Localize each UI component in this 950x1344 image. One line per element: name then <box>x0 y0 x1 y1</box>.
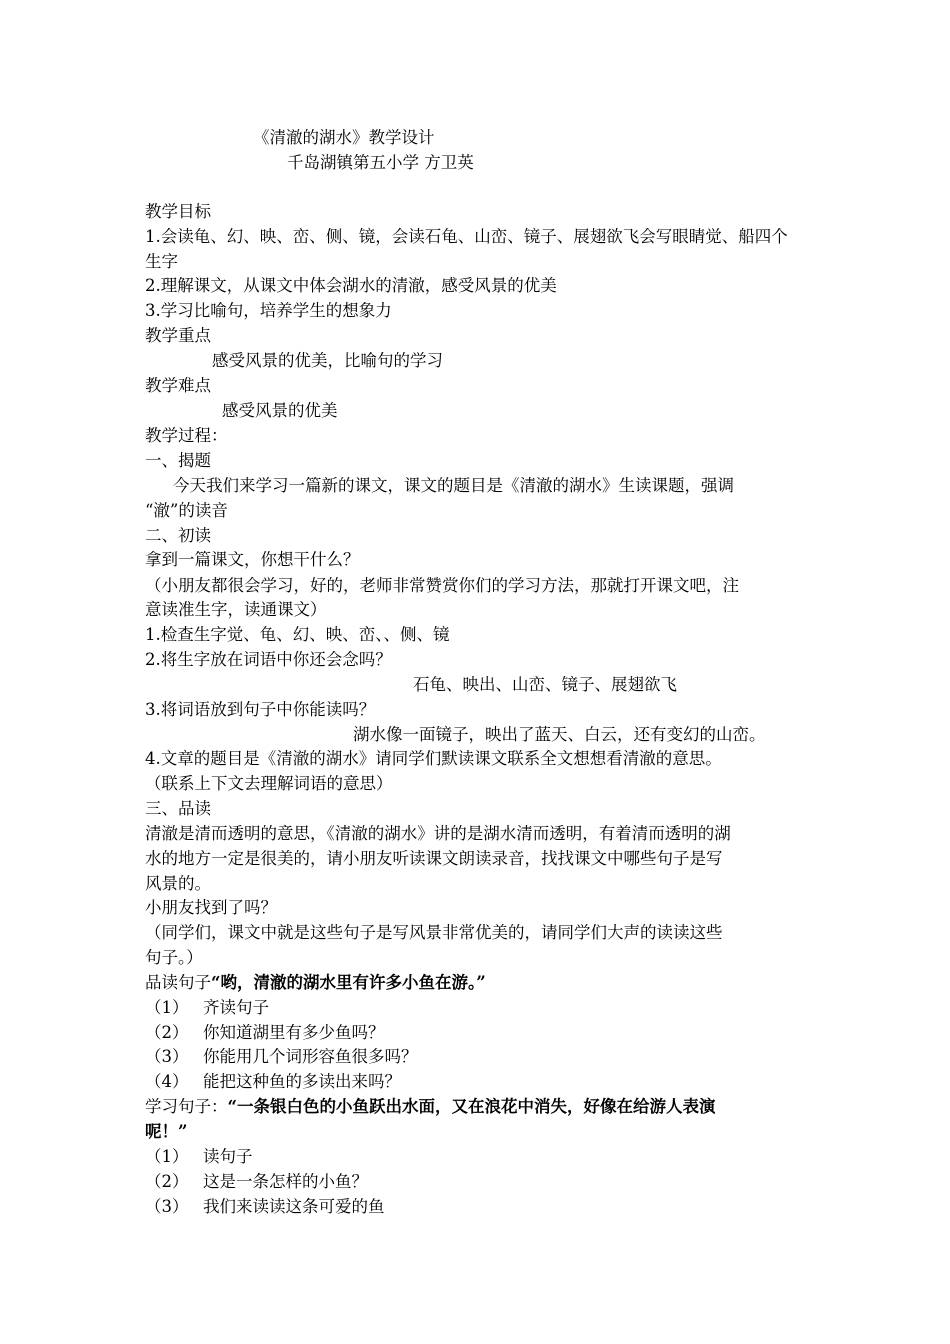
reading-2-label: 学习句子： <box>145 1097 228 1116</box>
list-item-text: 你能用几个词形容鱼很多吗？ <box>203 1047 418 1066</box>
list-item-number: （1） <box>145 1147 189 1166</box>
list-item-text: 齐读句子 <box>203 998 269 1017</box>
section-2-para-line-2: 意读准生字，读通课文） <box>145 600 327 619</box>
list-item-number: （3） <box>145 1197 189 1216</box>
list-item-number: （2） <box>145 1172 189 1191</box>
list-item-number: （2） <box>145 1023 189 1042</box>
section-2-para-line-1: （小朋友都很会学习，好的，老师非常赞赏你们的学习方法，那就打开课文吧，注 <box>145 576 739 595</box>
difficulty-heading: 教学难点 <box>145 376 211 395</box>
reading-2-sentence: “一条银白色的小鱼跃出水面，又在浪花中消失，好像在给游人表演 <box>227 1097 716 1116</box>
list-item-text: 你知道湖里有多少鱼吗？ <box>203 1023 385 1042</box>
section-2-item-3: 3.将词语放到句子中你能读吗？ <box>145 700 376 719</box>
section-1-line-1: 今天我们来学习一篇新的课文，课文的题目是《清澈的湖水》生读课题，强调 <box>173 476 734 495</box>
list-item <box>145 1045 813 1069</box>
section-2-words: 石龟、映出、山峦、镜子、展翅欲飞 <box>413 675 677 694</box>
focus-heading: 教学重点 <box>145 326 211 345</box>
section-2-heading: 二、初读 <box>145 526 211 545</box>
doc-title: 《清澈的湖水》教学设计 <box>253 128 435 147</box>
section-2-question: 拿到一篇课文，你想干什么？ <box>145 550 360 569</box>
list-item <box>145 1070 813 1094</box>
list-item-text: 我们来读读这条可爱的鱼 <box>203 1197 385 1216</box>
section-3-note-line-1: （同学们，课文中就是这些句子是写风景非常优美的，请同学们大声的读读这些 <box>145 923 723 942</box>
section-3-note-line-2: 句子。） <box>145 948 203 967</box>
section-2-sentence: 湖水像一面镜子，映出了蓝天、白云，还有变幻的山峦。 <box>353 725 766 744</box>
section-3-para-line-2: 水的地方一定是很美的，请小朋友听读课文朗读录音，找找课文中哪些句子是写 <box>145 849 723 868</box>
reading-1-label: 品读句子 <box>145 973 211 992</box>
section-3-heading: 三、品读 <box>145 799 211 818</box>
list-item <box>145 1170 813 1194</box>
section-1-heading: 一、揭题 <box>145 451 211 470</box>
list-item-text: 读句子 <box>203 1147 253 1166</box>
reading-2-line <box>145 1095 813 1119</box>
focus-text: 感受风景的优美，比喻句的学习 <box>212 351 443 370</box>
goals-heading: 教学目标 <box>145 202 211 221</box>
reading-1-line <box>145 971 813 995</box>
list-item-number: （4） <box>145 1072 189 1091</box>
goal-2: 2.理解课文，从课文中体会湖水的清澈，感受风景的优美 <box>145 276 557 295</box>
reading-2-sentence-end: 呢！” <box>145 1122 188 1141</box>
section-2-item-4-note: （联系上下文去理解词语的意思） <box>145 774 393 793</box>
list-item-number: （1） <box>145 998 189 1017</box>
section-3-para-line-3: 风景的。 <box>145 874 211 893</box>
goal-1-line-1: 1.会读龟、幻、映、峦、侧、镜，会读石龟、山峦、镜子、展翅欲飞会写眼睛觉、船四个 <box>145 227 788 246</box>
list-item-text: 这是一条怎样的小鱼？ <box>203 1172 368 1191</box>
list-item <box>145 1195 813 1219</box>
list-item <box>145 996 813 1020</box>
section-2-item-4: 4.文章的题目是《清澈的湖水》请同学们默读课文联系全文想想看清澈的意思。 <box>145 749 722 768</box>
list-item-text: 能把这种鱼的多读出来吗？ <box>203 1072 401 1091</box>
reading-1-sentence: “哟，清澈的湖水里有许多小鱼在游。” <box>211 973 486 992</box>
goal-3: 3.学习比喻句，培养学生的想象力 <box>145 301 392 320</box>
difficulty-text: 感受风景的优美 <box>222 401 338 420</box>
section-2-item-1: 1.检查生字觉、龟、幻、映、峦、、侧、镜 <box>145 625 450 644</box>
list-item <box>145 1145 813 1169</box>
process-heading: 教学过程： <box>145 426 228 445</box>
goal-1-line-2: 生字 <box>145 252 178 271</box>
section-1-line-2: “澈”的读音 <box>145 501 228 520</box>
section-3-para-line-1: 清澈是清而透明的意思，《清澈的湖水》讲的是湖水清而透明，有着清而透明的湖 <box>145 824 731 843</box>
section-2-item-2: 2.将生字放在词语中你还会念吗？ <box>145 650 392 669</box>
list-item-number: （3） <box>145 1047 189 1066</box>
section-3-found: 小朋友找到了吗？ <box>145 898 277 917</box>
list-item <box>145 1021 813 1045</box>
author-line: 千岛湖镇第五小学 方卫英 <box>287 153 474 172</box>
